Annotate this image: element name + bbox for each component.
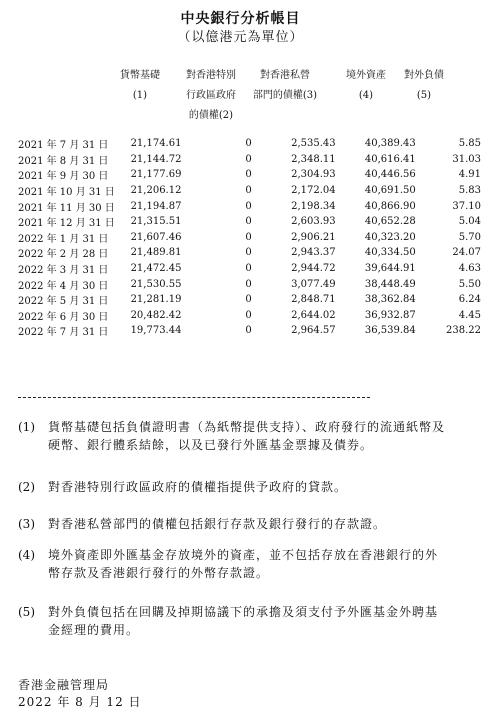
table-row	[0, 230, 481, 246]
note-number: (3)	[18, 517, 35, 531]
row-value-col-5: 37.10	[452, 200, 481, 212]
row-value-col-2: 0	[245, 169, 252, 181]
table-row	[0, 245, 481, 261]
table-row	[0, 276, 481, 292]
row-value-col-4: 40,389.43	[364, 138, 416, 150]
row-value-col-3: 2,906.21	[291, 231, 336, 243]
column-header-2	[171, 66, 251, 126]
table-row	[0, 167, 481, 183]
table-row	[0, 308, 481, 324]
row-value-col-3: 2,964.57	[291, 325, 336, 337]
table-row	[0, 152, 481, 168]
row-value-col-2: 0	[245, 325, 252, 337]
row-value-col-2: 0	[245, 263, 252, 275]
footer-date: 2022 年 8 月 12 日	[18, 695, 142, 709]
table-row	[0, 183, 481, 199]
row-value-col-3: 2,304.93	[291, 169, 336, 181]
row-value-col-5: 5.85	[458, 138, 481, 150]
row-value-col-5: 4.63	[458, 263, 481, 275]
row-value-col-1: 21,281.19	[130, 294, 182, 306]
row-value-col-4: 36,932.87	[364, 309, 416, 321]
row-value-col-4: 40,691.50	[364, 185, 416, 197]
row-value-col-5: 5.70	[458, 231, 481, 243]
row-value-col-4: 40,334.50	[364, 247, 416, 259]
column-header-line: 境外資產	[346, 70, 386, 81]
note-number: (4)	[18, 548, 35, 562]
row-value-col-3: 3,077.49	[291, 278, 336, 290]
row-value-col-4: 39,644.91	[364, 263, 416, 275]
row-value-col-1: 21,472.45	[130, 263, 182, 275]
column-header-line: 行政區政府	[186, 90, 236, 101]
table-row	[0, 261, 481, 277]
row-value-col-3: 2,644.02	[291, 309, 336, 321]
row-value-col-4: 38,448.49	[364, 278, 416, 290]
row-value-col-5: 5.04	[458, 216, 481, 228]
row-value-col-1: 21,144.72	[130, 153, 182, 165]
row-value-col-4: 40,652.28	[364, 216, 416, 228]
row-value-col-3: 2,943.37	[291, 247, 336, 259]
row-value-col-2: 0	[245, 294, 252, 306]
row-value-col-1: 21,607.46	[130, 231, 182, 243]
row-value-col-3: 2,848.71	[291, 294, 336, 306]
row-value-col-5: 31.03	[452, 153, 481, 165]
page-title: 中央銀行分析帳目	[180, 11, 301, 27]
table-row	[0, 323, 481, 339]
note-text: 對香港私營部門的債權包括銀行存款及銀行發行的存款證。	[48, 517, 387, 531]
row-date: 2021 年 9 月 30 日	[18, 171, 109, 183]
note-text: 對外負債包括在回購及掉期協議下的承擔及須支付予外匯基金外聘基金經理的費用。	[48, 605, 439, 637]
row-value-col-2: 0	[245, 278, 252, 290]
row-date: 2022 年 7 月 31 日	[18, 327, 109, 339]
row-value-col-5: 24.07	[452, 247, 481, 259]
footer-issuer: 香港金融管理局	[18, 678, 110, 692]
note-number: (1)	[18, 420, 35, 434]
note-text: 境外資產即外匯基金存放境外的資產，並不包括存放在香港銀行的外幣存款及香港銀行發行的外幣存款證。	[48, 548, 439, 580]
row-value-col-4: 40,323.20	[364, 231, 416, 243]
row-value-col-2: 0	[245, 138, 252, 150]
column-header-5	[394, 66, 454, 106]
column-header-line: (1)	[132, 90, 148, 101]
column-header-line: 部門的債權(3)	[252, 90, 318, 101]
row-value-col-1: 21,177.69	[130, 169, 182, 181]
column-header-line: 對外負債	[404, 70, 444, 81]
row-value-col-1: 19,773.44	[130, 325, 182, 337]
row-date: 2022 年 2 月 28 日	[18, 249, 109, 261]
row-value-col-4: 40,446.56	[364, 169, 416, 181]
table-row	[0, 198, 481, 214]
row-value-col-2: 0	[245, 153, 252, 165]
row-value-col-3: 2,603.93	[291, 216, 336, 228]
row-value-col-5: 4.91	[458, 169, 481, 181]
column-header-line: (4)	[358, 90, 374, 101]
row-value-col-5: 238.22	[446, 325, 481, 337]
row-value-col-2: 0	[245, 309, 252, 321]
row-value-col-3: 2,198.34	[291, 200, 336, 212]
row-value-col-4: 40,616.41	[364, 153, 416, 165]
row-date: 2021 年 7 月 31 日	[18, 140, 109, 152]
row-value-col-1: 21,315.51	[130, 216, 182, 228]
column-header-line: 對香港特別	[186, 70, 236, 81]
row-value-col-2: 0	[245, 200, 252, 212]
note-text: 貨幣基礎包括負債證明書（為紙幣提供支持）、政府發行的流通紙幣及硬幣、銀行體系結餘，以及已發行外匯基金票據及債券。	[48, 420, 446, 452]
row-value-col-3: 2,535.43	[291, 138, 336, 150]
row-value-col-5: 5.50	[458, 278, 481, 290]
row-value-col-1: 20,482.42	[130, 309, 182, 321]
row-date: 2021 年 12 月 31 日	[18, 218, 115, 230]
row-value-col-5: 5.83	[458, 185, 481, 197]
row-date: 2022 年 1 月 31 日	[18, 233, 109, 245]
row-date: 2022 年 3 月 31 日	[18, 265, 109, 277]
column-header-line: 對香港私營	[260, 70, 310, 81]
row-value-col-3: 2,348.11	[291, 153, 336, 165]
row-value-col-3: 2,944.72	[291, 263, 336, 275]
table-row	[0, 292, 481, 308]
row-date: 2022 年 4 月 30 日	[18, 280, 109, 292]
row-value-col-4: 40,866.90	[364, 200, 416, 212]
row-value-col-2: 0	[245, 185, 252, 197]
row-date: 2022 年 5 月 31 日	[18, 296, 109, 308]
row-value-col-3: 2,172.04	[291, 185, 336, 197]
table-row	[0, 214, 481, 230]
row-date: 2021 年 10 月 31 日	[18, 187, 115, 199]
row-value-col-2: 0	[245, 216, 252, 228]
column-header-line: 貨幣基礎	[120, 70, 160, 81]
row-value-col-5: 6.24	[458, 294, 481, 306]
table-row	[0, 136, 481, 152]
row-value-col-1: 21,174.61	[130, 138, 182, 150]
row-value-col-2: 0	[245, 231, 252, 243]
data-table	[0, 136, 481, 339]
row-value-col-1: 21,530.55	[130, 278, 182, 290]
row-value-col-4: 38,362.84	[364, 294, 416, 306]
row-value-col-2: 0	[245, 247, 252, 259]
row-date: 2022 年 6 月 30 日	[18, 311, 109, 323]
row-date: 2021 年 11 月 30 日	[18, 202, 115, 214]
row-value-col-4: 36,539.84	[364, 325, 416, 337]
row-value-col-1: 21,206.12	[130, 185, 182, 197]
page-subtitle: （以億港元為單位）	[177, 30, 304, 45]
separator-rule	[18, 397, 370, 398]
row-date: 2021 年 8 月 31 日	[18, 155, 109, 167]
row-value-col-1: 21,194.87	[130, 200, 182, 212]
column-header-1	[105, 66, 175, 106]
row-value-col-1: 21,489.81	[130, 247, 182, 259]
column-header-3	[240, 66, 330, 106]
note-number: (5)	[18, 605, 35, 619]
column-header-4	[331, 66, 401, 106]
row-value-col-5: 4.45	[458, 309, 481, 321]
note-text: 對香港特別行政區政府的債權指提供予政府的貸款。	[48, 480, 348, 494]
note-number: (2)	[18, 480, 35, 494]
column-header-line: 的債權(2)	[188, 110, 234, 121]
column-header-line: (5)	[416, 90, 432, 101]
